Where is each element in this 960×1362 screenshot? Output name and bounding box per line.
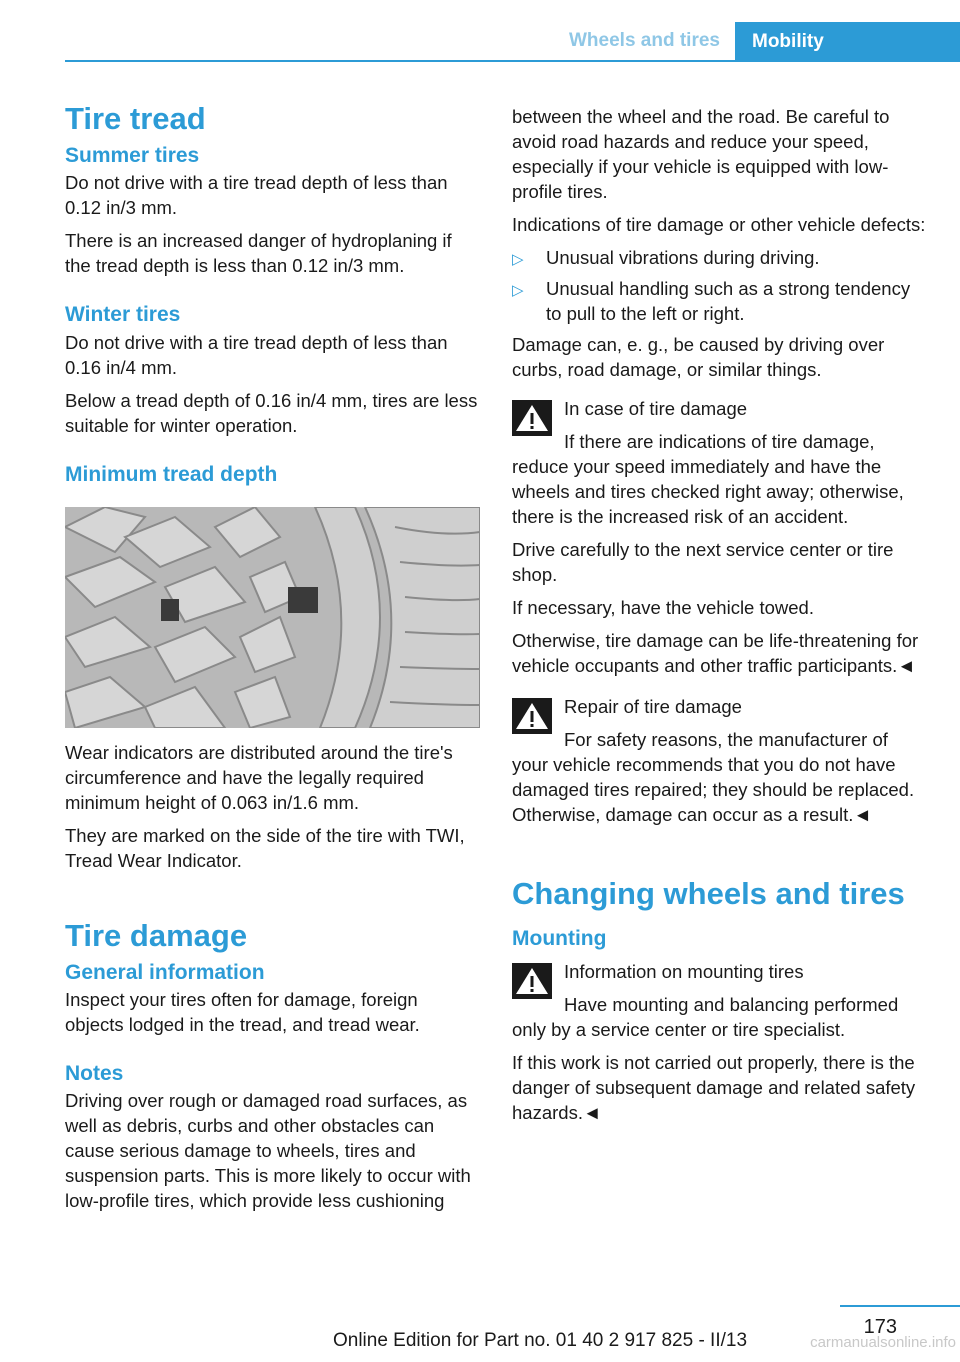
footer-edition: Online Edition for Part no. 01 40 2 917 825 - II/13 — [332, 1330, 748, 1351]
notes-paragraph: Driving over rough or damaged road surfaces, as well as debris, curbs and other obstacles can cause serious damage to wheels, tires and suspension parts. This is more likely to occur with low-profile tires, which provide less cushioning — [65, 1090, 471, 1212]
warning-block-tire-damage — [512, 396, 927, 678]
footer-rule — [840, 1305, 960, 1307]
winter-paragraph-1: Do not drive with a tire tread depth of less than 0.16 in/4 mm. — [65, 331, 448, 378]
damage-cause-paragraph: Damage can, e. g., be caused by driving over curbs, road damage, or similar things. — [512, 334, 885, 380]
right-column — [512, 104, 927, 1133]
mounting-heading: Mounting — [512, 927, 607, 951]
notes-heading: Notes — [65, 1062, 124, 1086]
continued-paragraph: between the wheel and the road. Be careful to avoid road hazards and reduce your speed, especially if your vehicle is equipped with low-profile tires. — [512, 106, 890, 202]
page-number: 173 — [863, 1316, 897, 1338]
list-item: ▷ Unusual vibrations during driving. — [512, 245, 927, 270]
warning-triangle-icon — [512, 963, 552, 999]
warning-paragraph-2: Drive carefully to the next service center or tire shop. — [512, 539, 894, 585]
warning-paragraph-3: If necessary, have the vehicle towed. — [512, 597, 814, 618]
triangle-bullet-icon: ▷ — [512, 282, 524, 299]
changing-wheels-heading: Changing wheels and tires — [512, 876, 905, 911]
tire-tread-heading: Tire tread — [65, 101, 206, 136]
summer-paragraph-1: Do not drive with a tire tread depth of less than 0.12 in/3 mm. — [65, 172, 448, 219]
header-section-title: Wheels and tires — [569, 30, 720, 51]
warning-triangle-icon — [512, 400, 552, 436]
summer-paragraph-2: There is an increased danger of hydroplaning if the tread depth is less than 0.12 in/3 mm. — [65, 230, 452, 277]
watermark: carmanualsonline.info — [810, 1334, 956, 1351]
indications-list — [512, 245, 927, 326]
tire-tread-image — [65, 507, 480, 728]
min-tread-paragraph-2: They are marked on the side of the tire with TWI, Tread Wear Indicator. — [65, 824, 465, 871]
mounting-paragraph-2: If this work is not carried out properly, there is the danger of subsequent damage and related safety hazards.◄ — [512, 1052, 916, 1124]
warning-triangle-icon — [512, 698, 552, 734]
triangle-bullet-icon: ▷ — [512, 251, 524, 268]
general-info-paragraph: Inspect your tires often for damage, foreign objects lodged in the tread, and tread wear. — [65, 989, 420, 1036]
tire-damage-heading: Tire damage — [65, 917, 248, 953]
warning-paragraph-1: If there are indications of tire damage, reduce your speed immediately and have the wheels and tires checked right away; otherwise, there is the increased risk of an accident. — [512, 431, 904, 527]
warning-block-repair — [512, 694, 927, 827]
header-rule — [65, 60, 960, 62]
warning-paragraph-4: Otherwise, tire damage can be life-threatening for vehicle occupants and other traffic participants.◄ — [512, 630, 919, 676]
min-tread-heading: Minimum tread depth — [65, 462, 278, 486]
header-chapter-tab: Mobility — [735, 22, 960, 62]
mounting-paragraph-1: Have mounting and balancing performed only by a service center or tire specialist. — [512, 994, 899, 1041]
warning-block-mounting — [512, 959, 927, 1125]
list-item: ▷ Unusual handling such as a strong tendency to pull to the left or right. — [512, 278, 911, 324]
indications-paragraph: Indications of tire damage or other vehicle defects: — [512, 214, 926, 235]
warning-title: Repair of tire damage — [564, 696, 742, 717]
warning-title: Information on mounting tires — [564, 961, 804, 983]
general-info-heading: General information — [65, 960, 265, 984]
warning-paragraph-1: For safety reasons, the manufacturer of your vehicle recommends that you do not have damaged tires repaired; they should be replaced. Otherwise, damage can occur as a result.◄ — [512, 729, 915, 825]
summer-tires-heading: Summer tires — [65, 144, 200, 168]
winter-tires-heading: Winter tires — [65, 303, 181, 327]
winter-paragraph-2: Below a tread depth of 0.16 in/4 mm, tires are less suitable for winter operation. — [65, 389, 478, 436]
min-tread-paragraph-1: Wear indicators are distributed around the tire's circumference and have the legally required minimum height of 0.063 in/1.6 mm. — [65, 741, 453, 813]
left-column — [65, 100, 480, 1221]
warning-title: In case of tire damage — [564, 398, 748, 419]
